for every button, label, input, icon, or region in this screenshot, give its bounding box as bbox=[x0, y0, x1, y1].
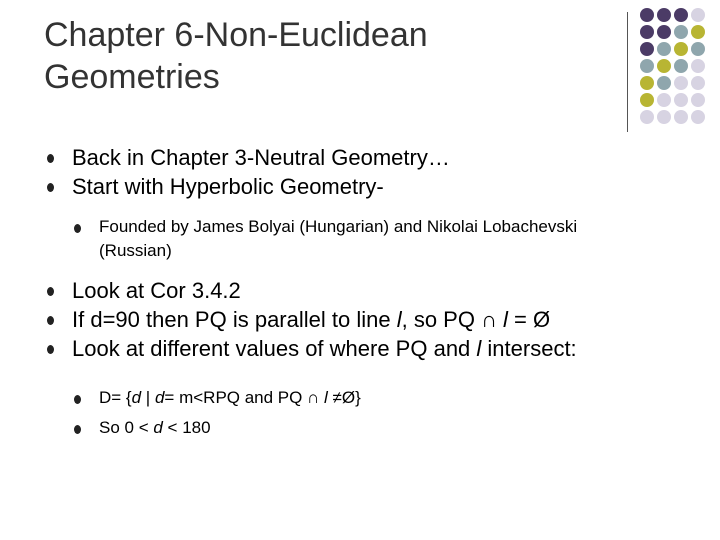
bullet-text: Look at Cor 3.4.2 bbox=[72, 278, 241, 303]
bullet-icon bbox=[74, 224, 81, 233]
decorative-dot bbox=[691, 76, 705, 90]
decorative-dot bbox=[657, 93, 671, 107]
bullet-icon bbox=[47, 154, 54, 163]
decorative-dot bbox=[640, 25, 654, 39]
text-run: intersect: bbox=[481, 336, 577, 361]
decorative-dot bbox=[657, 76, 671, 90]
text-run: So 0 < bbox=[99, 418, 154, 437]
sub-bullet-text bbox=[99, 418, 211, 437]
italic-var: d bbox=[153, 418, 163, 437]
bullet-icon bbox=[47, 287, 54, 296]
text-run: = Ø bbox=[507, 307, 551, 332]
decorative-dot bbox=[691, 59, 705, 73]
decorative-dot bbox=[674, 42, 688, 56]
decorative-dot bbox=[640, 8, 654, 22]
decorative-dot bbox=[674, 25, 688, 39]
text-run: Look at different values of where PQ and bbox=[72, 336, 477, 361]
bullet-item bbox=[72, 305, 712, 334]
decorative-dot bbox=[674, 93, 688, 107]
sub-bullet-list-1 bbox=[99, 215, 619, 263]
bullet-item bbox=[72, 276, 712, 305]
text-run: ≠Ø} bbox=[327, 388, 361, 407]
sub-bullet-text: Founded by James Bolyai (Hungarian) and Nikolai Lobachevski (Russian) bbox=[99, 217, 578, 260]
decorative-dot bbox=[657, 25, 671, 39]
decorative-dot bbox=[657, 8, 671, 22]
bullet-item bbox=[72, 143, 632, 172]
bullet-icon bbox=[47, 183, 54, 192]
italic-var: d bbox=[154, 388, 165, 407]
italic-var: l bbox=[324, 388, 328, 407]
bullet-icon bbox=[47, 316, 54, 325]
text-run: < 180 bbox=[162, 418, 211, 437]
sub-bullet-item bbox=[99, 215, 619, 263]
bullet-item bbox=[72, 334, 712, 363]
italic-var: l bbox=[503, 307, 508, 332]
sub-bullet-item bbox=[99, 386, 639, 410]
italic-var: l bbox=[476, 336, 482, 361]
decorative-dot bbox=[657, 59, 671, 73]
bullet-icon bbox=[74, 395, 81, 404]
decorative-dot bbox=[674, 59, 688, 73]
decorative-dot bbox=[691, 110, 705, 124]
bullet-text: Start with Hyperbolic Geometry- bbox=[72, 174, 384, 199]
decorative-dot bbox=[657, 110, 671, 124]
divider-line bbox=[627, 12, 628, 132]
decorative-dot bbox=[674, 110, 688, 124]
bullet-icon bbox=[47, 345, 54, 354]
decorative-dot bbox=[640, 42, 654, 56]
italic-var: d bbox=[131, 388, 142, 407]
bullet-list-1 bbox=[72, 143, 632, 201]
sub-bullet-list-2 bbox=[99, 386, 639, 440]
text-run: | bbox=[141, 388, 155, 407]
decorative-dot bbox=[640, 93, 654, 107]
decorative-dot bbox=[691, 42, 705, 56]
text-run: If d=90 then PQ is parallel to line bbox=[72, 307, 397, 332]
text-run: , so PQ ∩ bbox=[401, 307, 503, 332]
decorative-dot bbox=[640, 59, 654, 73]
italic-var: l bbox=[396, 307, 402, 332]
text-run: D= { bbox=[99, 388, 132, 407]
decorative-dot bbox=[674, 8, 688, 22]
bullet-text: Back in Chapter 3-Neutral Geometry… bbox=[72, 145, 450, 170]
decorative-dot bbox=[691, 25, 705, 39]
sub-bullet-item bbox=[99, 416, 639, 440]
bullet-icon bbox=[74, 425, 81, 434]
decorative-dot bbox=[640, 76, 654, 90]
bullet-text bbox=[72, 307, 550, 332]
sub-bullet-text bbox=[99, 388, 361, 407]
slide-title: Chapter 6-Non-Euclidean Geometries bbox=[44, 16, 428, 96]
text-run: = m<RPQ and PQ ∩ bbox=[164, 388, 325, 407]
decorative-dot bbox=[657, 42, 671, 56]
decorative-dot bbox=[640, 110, 654, 124]
bullet-text bbox=[72, 336, 577, 361]
bullet-item bbox=[72, 172, 632, 201]
decorative-dot bbox=[674, 76, 688, 90]
decorative-dot bbox=[691, 8, 705, 22]
bullet-list-2 bbox=[72, 276, 712, 363]
decorative-dot bbox=[691, 93, 705, 107]
